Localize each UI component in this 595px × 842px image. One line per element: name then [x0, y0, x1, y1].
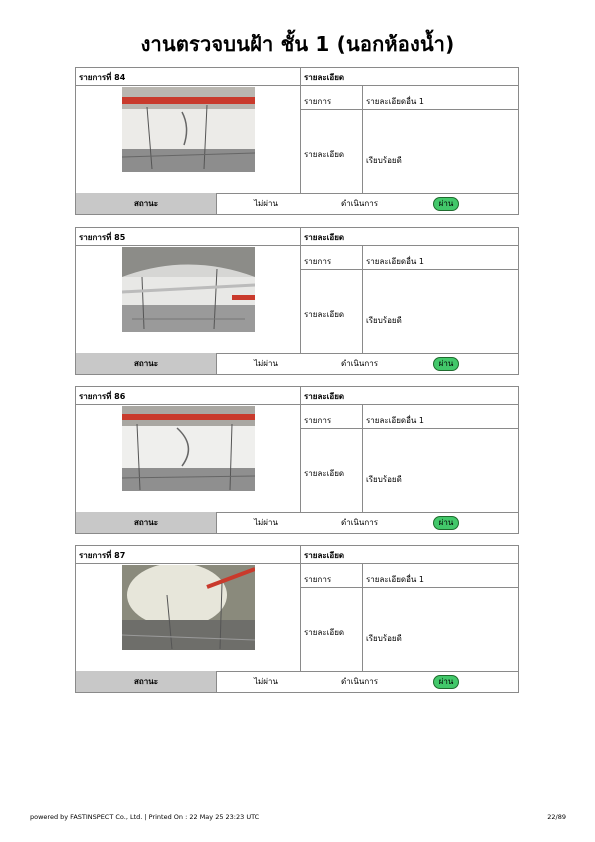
inspection-photo[interactable]: [122, 247, 255, 332]
status-option-in-progress[interactable]: ดำเนินการ: [341, 199, 378, 208]
item-value: รายละเอียดอื่น 1: [366, 257, 425, 266]
status-row: [76, 193, 518, 214]
detail-header: รายละเอียด: [304, 551, 345, 560]
detail-label: รายละเอียด: [304, 469, 345, 478]
status-pass-badge[interactable]: ผ่าน: [433, 357, 459, 371]
item-number: รายการที่ 87: [79, 551, 126, 560]
item-number: รายการที่ 86: [79, 392, 126, 401]
detail-label: รายละเอียด: [304, 310, 345, 319]
status-row: [76, 512, 518, 533]
item-number: รายการที่ 84: [79, 73, 126, 82]
ceiling-photo-image: [122, 406, 255, 491]
inspection-photo[interactable]: [122, 565, 255, 650]
item-label: รายการ: [304, 257, 332, 266]
item-label: รายการ: [304, 416, 332, 425]
inspection-item-card: [75, 67, 519, 215]
status-row: [76, 671, 518, 692]
item-label: รายการ: [304, 575, 332, 584]
status-option-fail[interactable]: ไม่ผ่าน: [254, 359, 278, 368]
status-label: สถานะ: [76, 193, 216, 214]
inspection-photo[interactable]: [122, 406, 255, 491]
item-value: รายละเอียดอื่น 1: [366, 416, 425, 425]
status-pass-badge[interactable]: ผ่าน: [433, 675, 459, 689]
footer-credit: powered by FASTINSPECT Co., Ltd. | Printed On : 22 May 25 23:23 UTC: [30, 813, 260, 821]
status-pass-badge[interactable]: ผ่าน: [433, 197, 459, 211]
item-value: รายละเอียดอื่น 1: [366, 97, 425, 106]
inspection-item-card: [75, 386, 519, 534]
ceiling-photo-image: [122, 87, 255, 172]
page-title: งานตรวจบนฝ้า ชั้น 1 (นอกห้องน้ำ): [140, 32, 455, 56]
ceiling-photo-image: [122, 565, 255, 650]
detail-value: เรียบร้อยดี: [366, 156, 402, 165]
inspection-item-card: [75, 227, 519, 375]
detail-header: รายละเอียด: [304, 392, 345, 401]
status-option-in-progress[interactable]: ดำเนินการ: [341, 677, 378, 686]
detail-label: รายละเอียด: [304, 628, 345, 637]
detail-label: รายละเอียด: [304, 150, 345, 159]
item-number: รายการที่ 85: [79, 233, 126, 242]
status-option-in-progress[interactable]: ดำเนินการ: [341, 359, 378, 368]
detail-value: เรียบร้อยดี: [366, 475, 402, 484]
item-value: รายละเอียดอื่น 1: [366, 575, 425, 584]
status-label: สถานะ: [76, 353, 216, 374]
inspection-photo[interactable]: [122, 87, 255, 172]
status-option-fail[interactable]: ไม่ผ่าน: [254, 199, 278, 208]
detail-header: รายละเอียด: [304, 233, 345, 242]
ceiling-photo-image: [122, 247, 255, 332]
item-label: รายการ: [304, 97, 332, 106]
detail-value: เรียบร้อยดี: [366, 316, 402, 325]
status-option-fail[interactable]: ไม่ผ่าน: [254, 518, 278, 527]
status-row: [76, 353, 518, 374]
status-option-fail[interactable]: ไม่ผ่าน: [254, 677, 278, 686]
page-number: 22/89: [547, 813, 566, 821]
status-pass-badge[interactable]: ผ่าน: [433, 516, 459, 530]
inspection-item-card: [75, 545, 519, 693]
detail-header: รายละเอียด: [304, 73, 345, 82]
status-label: สถานะ: [76, 512, 216, 533]
status-label: สถานะ: [76, 671, 216, 692]
detail-value: เรียบร้อยดี: [366, 634, 402, 643]
status-option-in-progress[interactable]: ดำเนินการ: [341, 518, 378, 527]
